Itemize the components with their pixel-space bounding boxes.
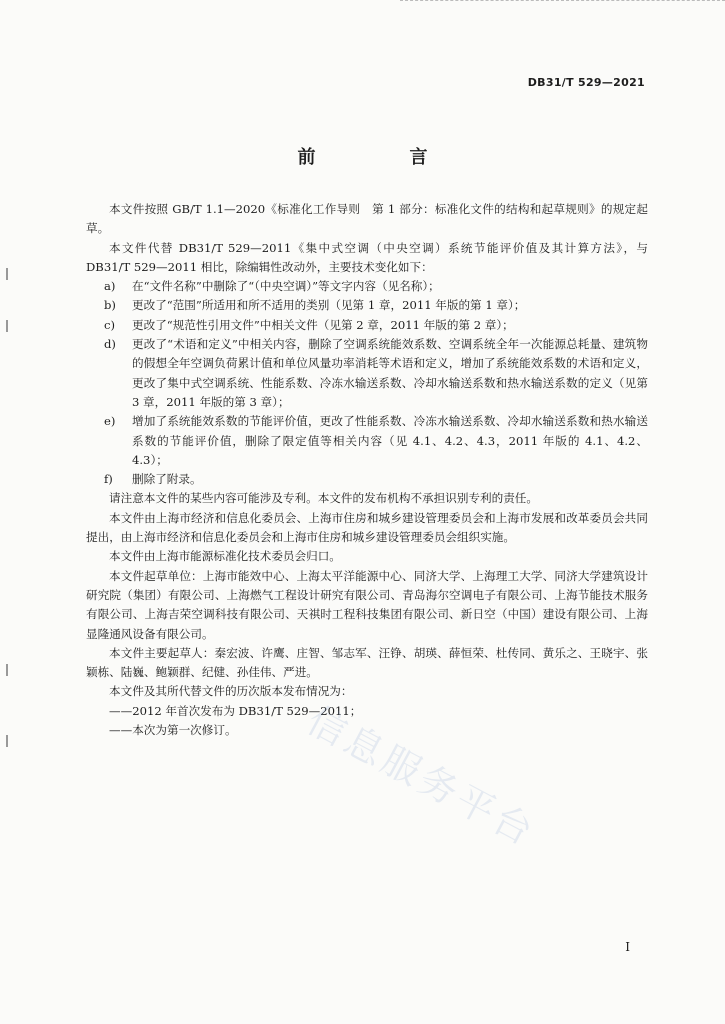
list-text: 更改了“术语和定义”中相关内容，删除了空调系统能效系数、空调系统全年一次能源总耗量、建筑物的假想全年空调负荷累计值和单位风量功率消耗等术语和定义，增加了系统能效系数的术语和定义，更改了集中式空调系统、性能系数、冷冻水输送系数、冷却水输送系数和热水输送系数的定义（见第 3 章，2011 年版的第 3 章）； (132, 337, 648, 409)
list-text: 更改了“规范性引用文件”中相关文件（见第 2 章，2011 年版的第 2 章）； (132, 317, 514, 332)
list-item (86, 335, 648, 412)
binding-mark (6, 735, 8, 747)
standard-code: DB31/T 529—2021 (527, 76, 645, 89)
watermark: 信息服务平台 (300, 697, 544, 856)
list-text: 删除了附录。 (132, 472, 202, 487)
list-marker: e) (104, 414, 116, 429)
paragraph-version-history: 本文件及其所代替文件的历次版本发布情况为： (109, 684, 353, 699)
binding-mark (6, 664, 8, 676)
list-item (86, 316, 648, 335)
history-entry: ——本次为第一次修订。 (109, 723, 237, 738)
list-text: 在“文件名称”中删除了“（中央空调）”等文字内容（见名称）； (132, 279, 440, 294)
foreword-body (86, 200, 648, 740)
list-marker: c) (104, 317, 116, 332)
binding-mark (6, 268, 8, 280)
list-marker: f) (104, 472, 113, 487)
paragraph-technical-committee: 本文件由上海市能源标准化技术委员会归口。 (109, 549, 341, 564)
paragraph-replacement: 本文件代替 DB31/T 529—2011《集中式空调（中央空调）系统节能评价值及其计算方法》，与 DB31/T 529—2011 相比，除编辑性改动外，主要技术变化如下： (86, 240, 648, 274)
list-text: 更改了“范围”所适用和所不适用的类别（见第 1 章，2011 年版的第 1 章）； (132, 298, 526, 313)
paragraph-proposer: 本文件由上海市经济和信息化委员会、上海市住房和城乡建设管理委员会和上海市发展和改革委员会共同提出，由上海市经济和信息化委员会和上海市住房和城乡建设管理委员会组织实施。 (86, 510, 648, 545)
page-number: I (625, 940, 630, 954)
list-item (86, 296, 648, 315)
page-title: 前 言 (297, 147, 466, 168)
list-item (86, 412, 648, 470)
binding-mark (6, 320, 8, 332)
paragraph-drafting-units: 本文件起草单位：上海市能效中心、上海太平洋能源中心、同济大学、上海理工大学、同济大学建筑设计研究院（集团）有限公司、上海燃气工程设计研究有限公司、青岛海尔空调电子有限公司、上海节能技术服务有限公司、上海吉荣空调科技有限公司、天祺时工程科技集团有限公司、新日空（中国）建设有限公司、上海显隆通风设备有限公司。 (86, 568, 648, 641)
list-item (86, 277, 648, 296)
scan-top-border (400, 0, 725, 4)
history-entry: ——2012 年首次发布为 DB31/T 529—2011； (109, 703, 362, 718)
paragraph-patent-notice: 请注意本文件的某些内容可能涉及专利。本文件的发布机构不承担识别专利的责任。 (109, 491, 538, 506)
list-marker: d) (104, 337, 116, 352)
paragraph-drafting-basis: 本文件按照 GB/T 1.1—2020《标准化工作导则 第 1 部分：标准化文件的结构和起草规则》的规定起草。 (86, 202, 648, 236)
list-text: 增加了系统能效系数的节能评价值，更改了性能系数、冷冻水输送系数、冷却水输送系数和热水输送系数的节能评价值，删除了限定值等相关内容（见 4.1、4.2、4.3，2011 年版的 4.1、4.2、4.3）； (132, 414, 648, 467)
list-marker: b) (104, 298, 116, 313)
paragraph-drafters: 本文件主要起草人：秦宏波、许鹰、庄智、邹志军、汪铮、胡瑛、薛恒荣、杜传同、黄乐之、王晓宇、张颖栋、陆巍、鲍颖群、纪健、孙佳伟、严进。 (86, 645, 648, 680)
list-item (86, 470, 648, 489)
list-marker: a) (104, 279, 116, 294)
